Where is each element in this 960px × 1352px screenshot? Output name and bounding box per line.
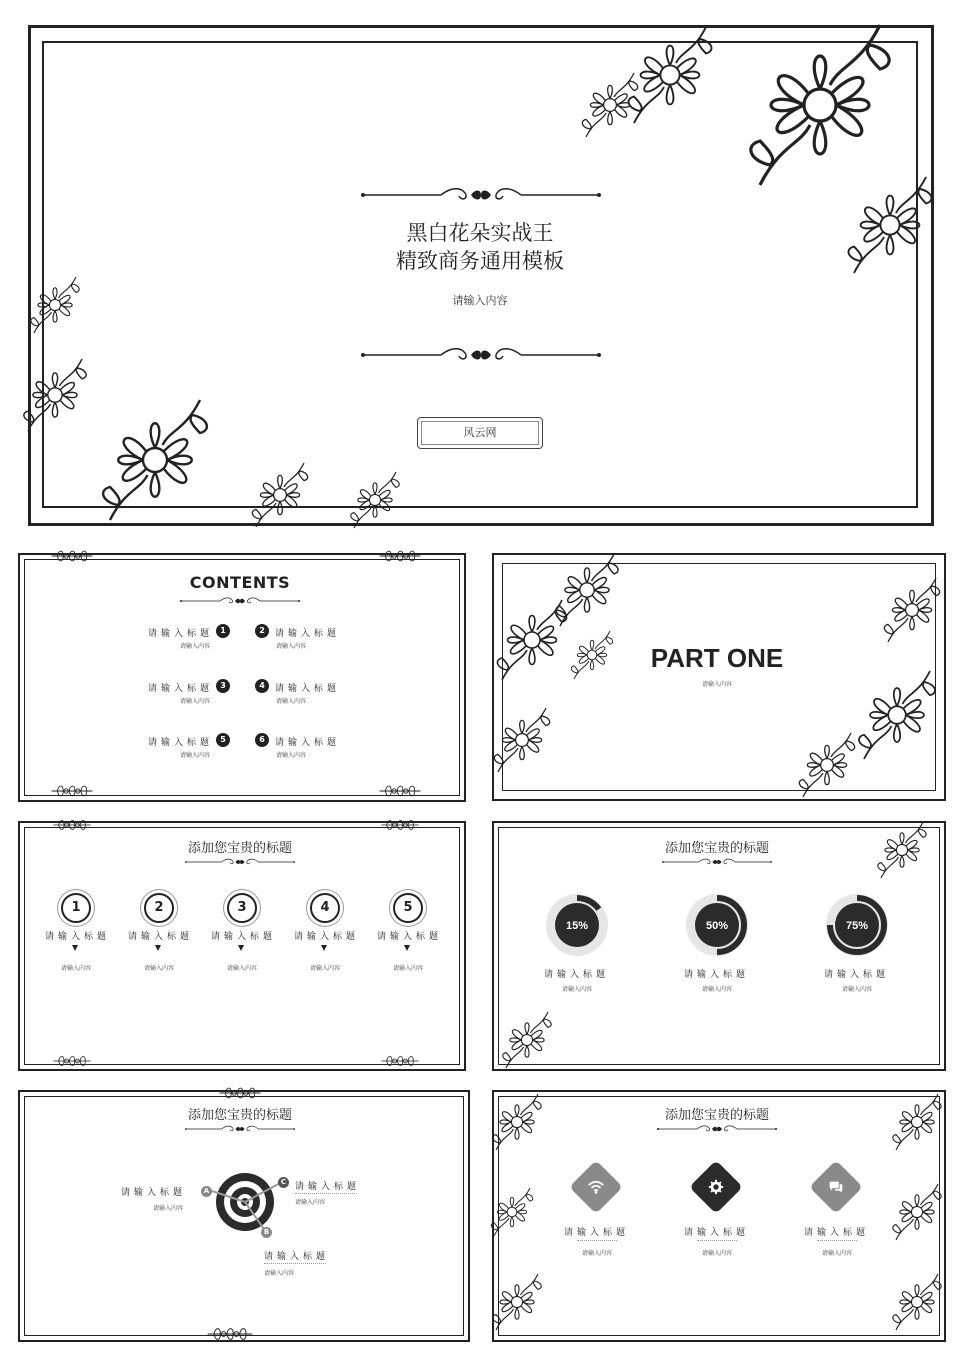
contents-flourish [180,595,300,607]
contents-slide [10,545,470,805]
steps-slide [10,815,470,1075]
step-sub: 请输入内容 [393,965,424,972]
target-marker-b: B [261,1227,272,1238]
icons-flourish [657,1124,777,1134]
icon-item-title[interactable]: 请输入标题 [684,1228,750,1238]
target-item-sub: 请输入内容 [153,1205,184,1212]
target-item-title[interactable]: 请输入标题 [264,1252,330,1262]
steps-flourish [185,857,295,867]
top-flourish [358,185,604,205]
icon-divider [697,1240,737,1241]
flower-decoration [175,1322,285,1346]
flower-decoration [32,815,112,835]
contents-item-sub: 请输入内容 [276,643,307,650]
target-item-sub: 请输入内容 [264,1270,295,1277]
target-marker-c: C [278,1177,289,1188]
percent-slide [482,815,952,1075]
contents-item-number: 2 [255,624,269,638]
target-flourish [185,1124,295,1134]
icon-divider [817,1240,857,1241]
part-one-title: PART ONE [650,643,784,673]
icon-item-sub: 请输入内容 [822,1250,853,1257]
contents-item-number: 1 [216,624,230,638]
flower-decoration [360,780,440,802]
contents-item-sub: 请输入内容 [180,643,211,650]
flower-decoration [360,815,440,835]
step-arrow [72,945,78,951]
cover-button-label: 风云网 [463,426,497,439]
step-title[interactable]: 请输入标题 [377,932,443,942]
contents-item-title[interactable]: 请输入标题 [275,629,341,639]
step-sub: 请输入内容 [310,965,341,972]
steps-heading: 添加您宝贵的标题 [187,841,292,856]
step-number: 3 [227,893,257,923]
bottom-flourish [358,345,604,365]
flower-decoration [360,545,440,567]
percent-item-title[interactable]: 请输入标题 [824,970,890,980]
target-slide [10,1082,470,1347]
cover-subtitle: 请输入内容 [452,294,508,307]
icon-divider [577,1240,617,1241]
step-sub: 请输入内容 [144,965,175,972]
percent-item-title[interactable]: 请输入标题 [544,970,610,980]
contents-item-title[interactable]: 请输入标题 [275,684,341,694]
contents-item-number: 5 [216,733,230,747]
icon-item-sub: 请输入内容 [702,1250,733,1257]
cover-button[interactable] [417,417,543,449]
cover-slide [10,5,950,535]
step-number: 1 [61,893,91,923]
flower-decoration [195,1082,285,1104]
step-number: 5 [393,893,423,923]
step-arrow [155,945,161,951]
part-one-slide [482,545,952,805]
icons-heading: 添加您宝贵的标题 [664,1108,769,1123]
gear-icon [707,1178,725,1196]
step-sub: 请输入内容 [61,965,92,972]
icon-item-sub: 请输入内容 [582,1250,613,1257]
contents-item-number: 3 [216,679,230,693]
percent-item-sub: 请输入内容 [842,986,873,993]
percent-heading: 添加您宝贵的标题 [664,841,769,856]
contents-item-number: 6 [255,733,269,747]
target-item-sub: 请输入内容 [295,1199,326,1206]
contents-item-title[interactable]: 请输入标题 [148,629,214,639]
contents-item-sub: 请输入内容 [276,752,307,759]
target-graphic [200,1170,290,1240]
percent-item-sub: 请输入内容 [562,986,593,993]
chat-icon [827,1178,845,1196]
percent-rings [482,815,952,1075]
target-divider [295,1193,357,1194]
target-heading: 添加您宝贵的标题 [187,1108,292,1123]
contents-item-title[interactable]: 请输入标题 [148,684,214,694]
step-title[interactable]: 请输入标题 [211,932,277,942]
target-item-title[interactable]: 请输入标题 [295,1182,361,1192]
step-number: 2 [144,893,174,923]
target-item-title[interactable]: 请输入标题 [121,1188,187,1198]
contents-item-sub: 请输入内容 [180,752,211,759]
percent-label: 75% [845,920,869,932]
target-divider [264,1263,326,1264]
step-arrow [321,945,327,951]
icon-item-title[interactable]: 请输入标题 [564,1228,630,1238]
percent-item-title[interactable]: 请输入标题 [684,970,750,980]
contents-item-sub: 请输入内容 [180,698,211,705]
contents-item-title[interactable]: 请输入标题 [148,738,214,748]
contents-item-number: 4 [255,679,269,693]
icon-item-title[interactable]: 请输入标题 [804,1228,870,1238]
target-marker-a: A [201,1186,212,1197]
step-number: 4 [310,893,340,923]
contents-heading: CONTENTS [189,573,291,592]
part-one-subtitle: 请输入内容 [701,681,732,688]
step-title[interactable]: 请输入标题 [128,932,194,942]
step-arrow [238,945,244,951]
cover-title-line2: 精致商务通用模板 [396,249,564,273]
step-title[interactable]: 请输入标题 [294,932,360,942]
flower-decoration [360,1051,440,1071]
flower-decoration [32,545,112,567]
step-sub: 请输入内容 [227,965,258,972]
step-title[interactable]: 请输入标题 [45,932,111,942]
flower-decoration [32,780,112,802]
contents-item-title[interactable]: 请输入标题 [275,738,341,748]
cover-title-line1: 黑白花朵实战王 [406,221,554,245]
percent-item-sub: 请输入内容 [702,986,733,993]
percent-label: 15% [565,920,589,932]
flower-decoration [32,1051,112,1071]
icons-slide [482,1082,952,1347]
wifi-icon [587,1178,605,1196]
step-arrow [404,945,410,951]
percent-label: 50% [705,920,729,932]
contents-item-sub: 请输入内容 [276,698,307,705]
